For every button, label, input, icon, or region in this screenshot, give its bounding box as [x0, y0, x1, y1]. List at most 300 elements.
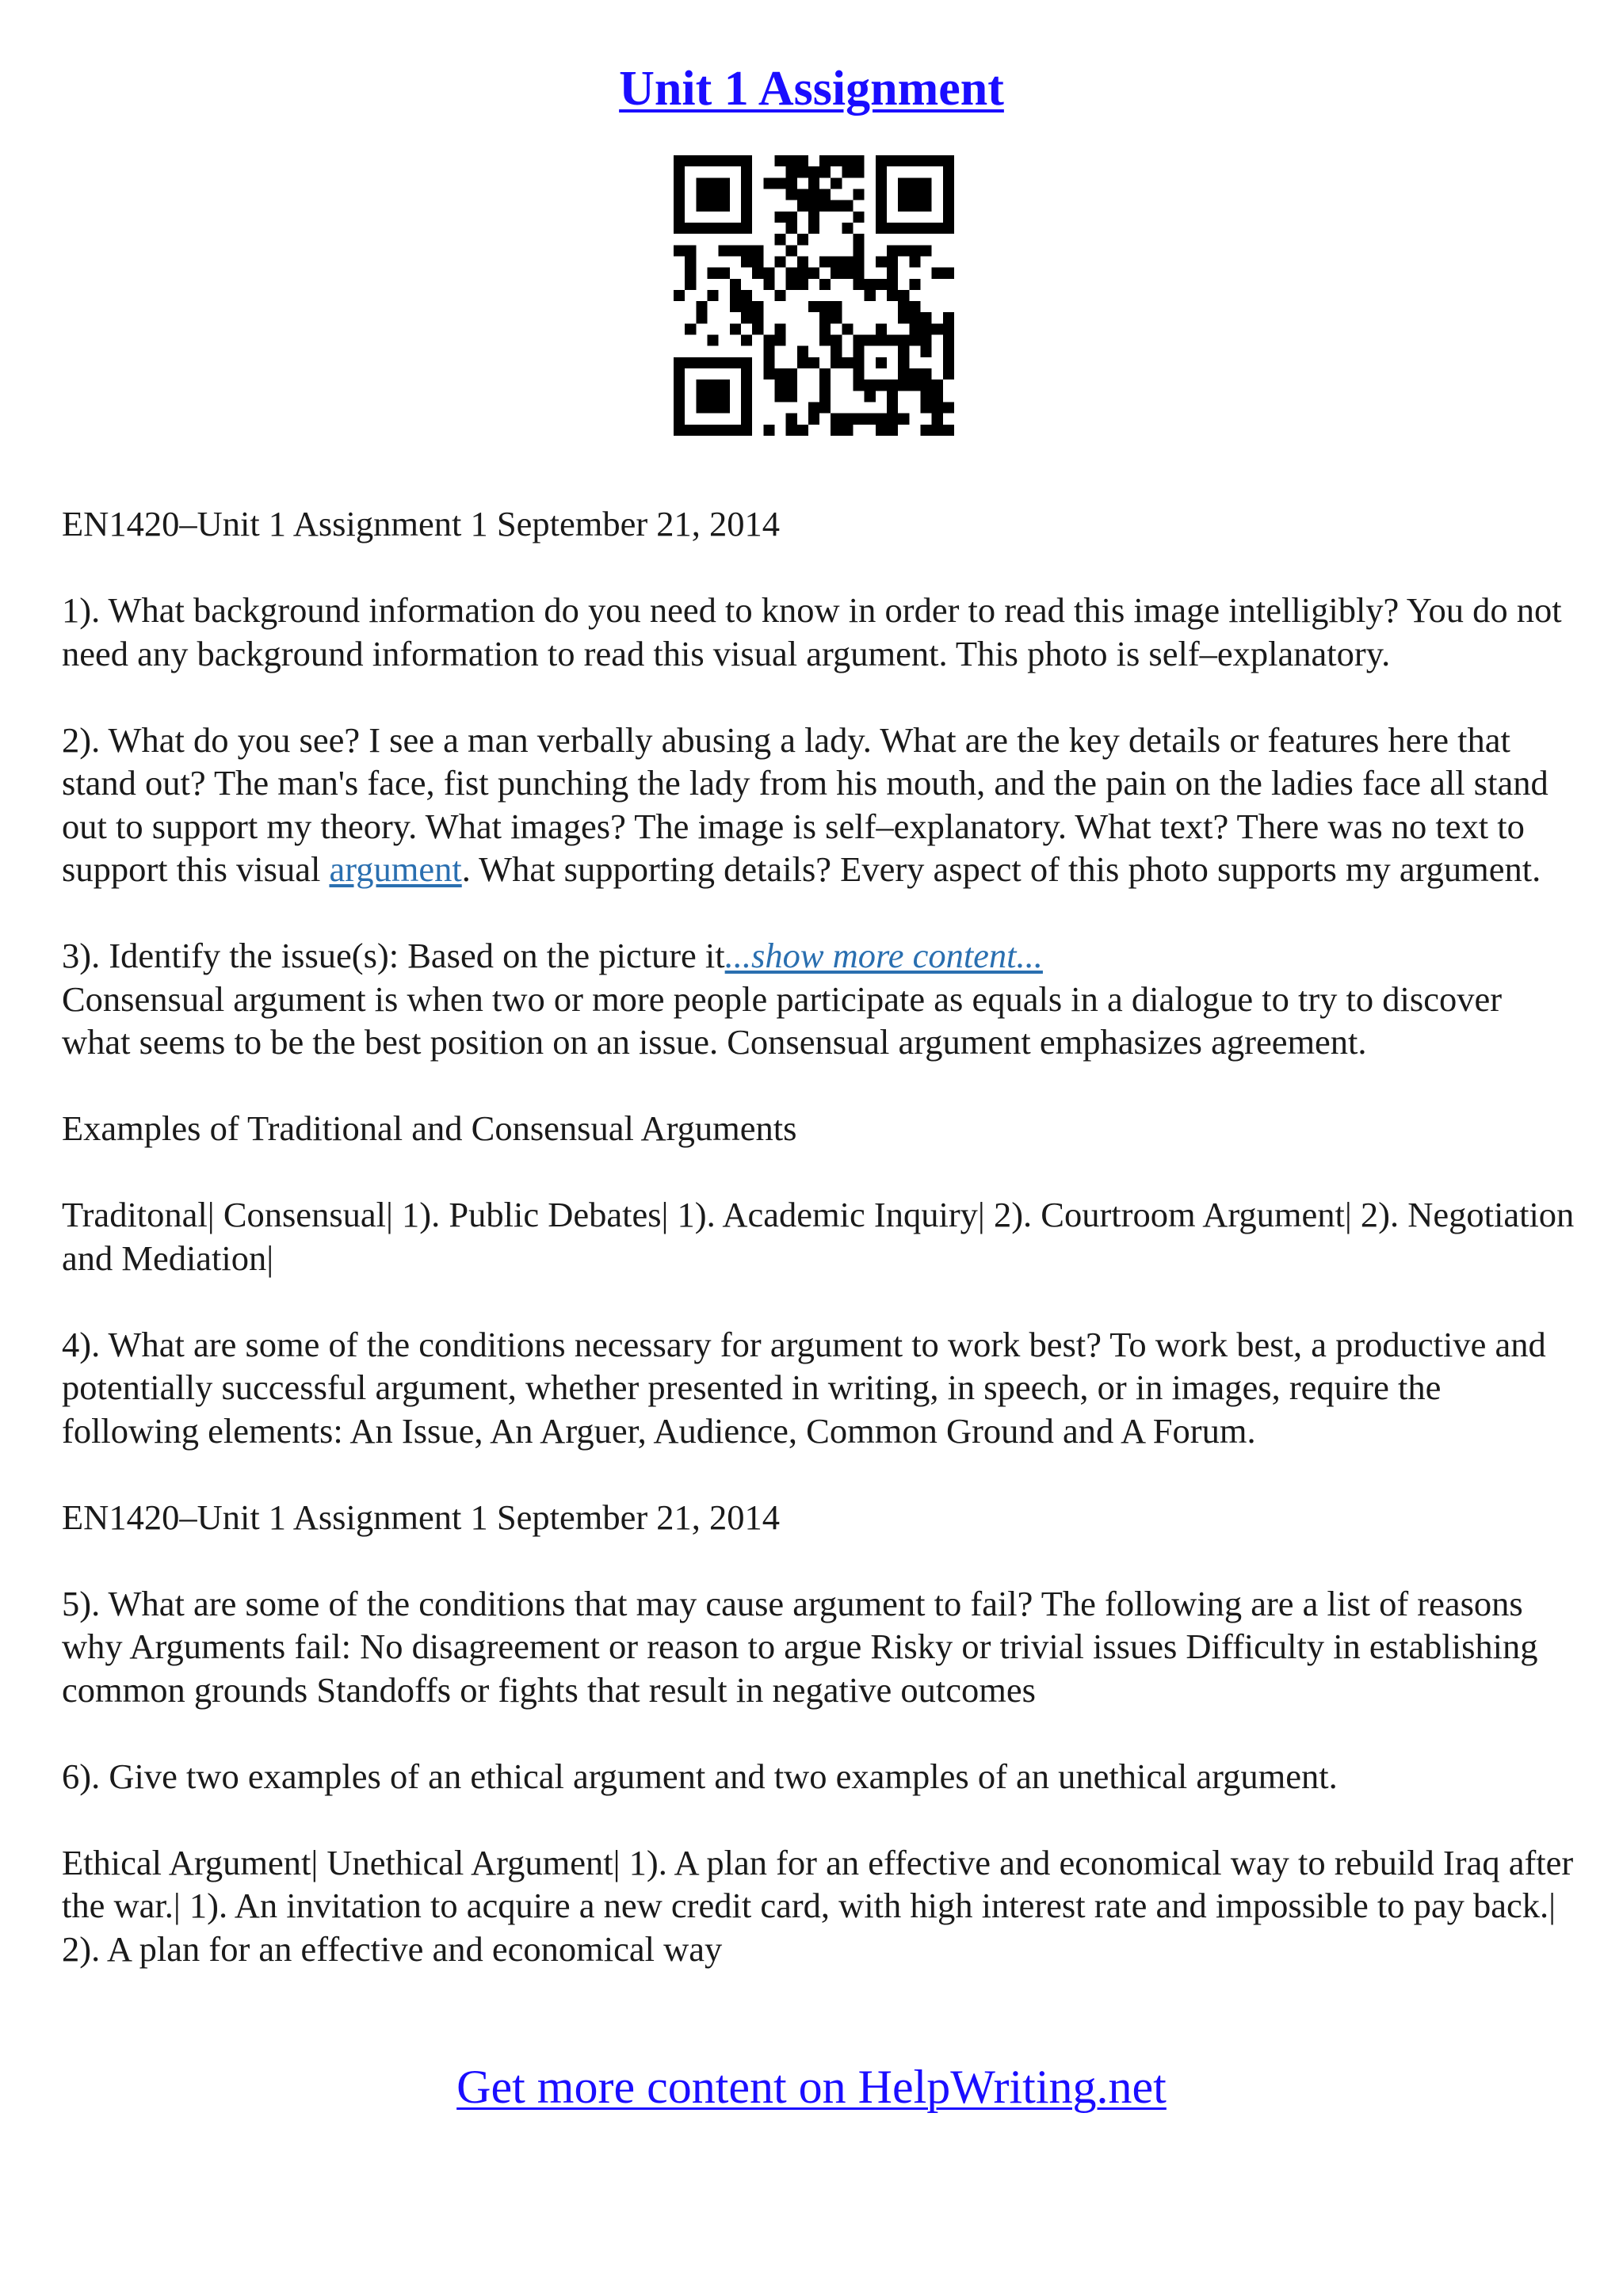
qr-module — [943, 223, 954, 234]
qr-module — [696, 155, 707, 166]
qr-module — [909, 223, 920, 234]
qr-module — [797, 155, 808, 166]
qr-module — [719, 268, 730, 279]
qr-module — [909, 245, 920, 256]
qr-module — [674, 200, 685, 212]
qr-module — [674, 245, 685, 256]
qr-module — [932, 414, 943, 425]
qr-module — [887, 279, 898, 290]
qr-module — [741, 414, 752, 425]
qr-module — [909, 200, 920, 212]
qr-module — [674, 379, 685, 391]
qr-module — [831, 414, 842, 425]
qr-module — [730, 155, 741, 166]
qr-code-icon — [674, 155, 954, 436]
qr-module — [763, 425, 774, 436]
qr-module — [876, 379, 887, 391]
qr-module — [865, 379, 876, 391]
qr-module — [685, 268, 696, 279]
qr-module — [819, 166, 831, 177]
qr-module — [909, 189, 920, 200]
qr-module — [921, 189, 932, 200]
qr-module — [819, 402, 831, 414]
qr-module — [876, 357, 887, 368]
qr-module — [696, 425, 707, 436]
qr-module — [921, 155, 932, 166]
qr-module — [819, 189, 831, 200]
qr-module — [854, 414, 865, 425]
qr-module — [786, 368, 797, 379]
qr-module — [685, 279, 696, 290]
qr-module — [887, 414, 898, 425]
qr-module — [909, 155, 920, 166]
qr-module — [786, 268, 797, 279]
qr-module — [909, 312, 920, 323]
qr-module — [876, 189, 887, 200]
qr-module — [887, 335, 898, 346]
qr-module — [763, 335, 774, 346]
qr-module — [786, 212, 797, 223]
qr-module — [674, 155, 685, 166]
qr-module — [831, 177, 842, 189]
qr-module — [876, 335, 887, 346]
qr-module — [763, 357, 774, 368]
qr-module — [898, 312, 909, 323]
qr-module — [854, 189, 865, 200]
qr-module — [876, 212, 887, 223]
qr-module — [719, 402, 730, 414]
qr-module — [932, 402, 943, 414]
qr-module — [887, 402, 898, 414]
question-5: 5). What are some of the conditions that may cause argument to fail? The following are a list of reasons why Arguments fail: No disagreement or reason to argue Risky or trivial issues Difficulty in establishing common grounds Standoffs or fights that result in negative outcomes — [62, 1583, 1538, 1710]
qr-module — [819, 301, 831, 312]
qr-module — [685, 357, 696, 368]
qr-module — [819, 312, 831, 323]
qr-module — [921, 391, 932, 402]
qr-module — [943, 402, 954, 414]
qr-module — [685, 245, 696, 256]
qr-module — [854, 234, 865, 245]
page-title — [0, 57, 1623, 120]
qr-module — [774, 177, 785, 189]
qr-module — [854, 379, 865, 391]
qr-module — [741, 368, 752, 379]
qr-module — [786, 177, 797, 189]
qr-module — [842, 200, 853, 212]
qr-module — [741, 166, 752, 177]
qr-module — [674, 425, 685, 436]
question-4: 4). What are some of the conditions necessary for argument to work best? To work best, a productive and potentially successful argument, whether presented in writing, in speech, or in images, require the following elements: An Issue, An Arguer, Audience, Common Ground and A Forum. — [62, 1324, 1546, 1451]
qr-code-graphic — [674, 155, 954, 436]
qr-module — [741, 357, 752, 368]
qr-module — [831, 301, 842, 312]
qr-module — [909, 279, 920, 290]
qr-module — [730, 279, 741, 290]
qr-module — [685, 223, 696, 234]
qr-module — [854, 335, 865, 346]
qr-module — [876, 256, 887, 267]
qr-module — [842, 414, 853, 425]
qr-module — [730, 245, 741, 256]
qr-module — [808, 223, 819, 234]
qr-module — [707, 223, 718, 234]
question-2 — [62, 719, 1577, 891]
qr-module — [898, 223, 909, 234]
qr-module — [921, 223, 932, 234]
qr-module — [831, 256, 842, 267]
qr-module — [797, 200, 808, 212]
qr-module — [898, 414, 909, 425]
qr-module — [752, 312, 763, 323]
qr-module — [752, 301, 763, 312]
qr-module — [774, 256, 785, 267]
qr-module — [865, 290, 876, 301]
qr-module — [741, 379, 752, 391]
qr-module — [786, 245, 797, 256]
qr-module — [921, 177, 932, 189]
qr-module — [707, 177, 718, 189]
qr-module — [943, 425, 954, 436]
qr-module — [887, 268, 898, 279]
qr-module — [898, 245, 909, 256]
qr-module — [842, 256, 853, 267]
qr-module — [932, 155, 943, 166]
qr-module — [887, 245, 898, 256]
qr-module — [876, 279, 887, 290]
qr-module — [943, 368, 954, 379]
qr-module — [943, 357, 954, 368]
qr-module — [797, 346, 808, 357]
qr-module — [774, 368, 785, 379]
qr-module — [898, 335, 909, 346]
qr-module — [921, 312, 932, 323]
qr-module — [876, 177, 887, 189]
qr-module — [674, 368, 685, 379]
qr-module — [909, 335, 920, 346]
qr-module — [797, 166, 808, 177]
qr-module — [696, 312, 707, 323]
qr-module — [854, 166, 865, 177]
qr-module — [674, 402, 685, 414]
qr-module — [932, 391, 943, 402]
consensual-definition: Consensual argument is when two or more people participate as equals in a dialogue to try to discover what seems to be the best position on an issue. Consensual argument emphasizes agreement. — [62, 978, 1503, 1062]
question-2-text: 2). What do you see? I see a man verbally abusing a lady. What are the key details or features here that stand out? The man's face, fist punching the lady from his mouth, and the pain on the ladies face all stand out to support my theory. What images? The image is self–explanatory. What text? There was no text to support this visual — [62, 719, 1549, 889]
title-link[interactable]: Unit 1 Assignment — [619, 62, 1004, 116]
qr-module — [932, 268, 943, 279]
qr-module — [898, 200, 909, 212]
qr-module — [819, 391, 831, 402]
qr-module — [921, 379, 932, 391]
qr-module — [943, 346, 954, 357]
qr-module — [943, 177, 954, 189]
qr-module — [808, 212, 819, 223]
qr-module — [741, 391, 752, 402]
qr-module — [842, 155, 853, 166]
qr-module — [819, 368, 831, 379]
qr-module — [819, 256, 831, 267]
qr-module — [763, 177, 774, 189]
qr-module — [887, 391, 898, 402]
qr-module — [696, 189, 707, 200]
qr-module — [774, 155, 785, 166]
qr-module — [921, 402, 932, 414]
qr-module — [909, 368, 920, 379]
qr-module — [831, 268, 842, 279]
qr-module — [741, 256, 752, 267]
qr-module — [932, 323, 943, 334]
qr-module — [831, 155, 842, 166]
qr-module — [808, 200, 819, 212]
qr-module — [752, 245, 763, 256]
qr-module — [741, 177, 752, 189]
qr-module — [797, 425, 808, 436]
qr-module — [696, 200, 707, 212]
qr-module — [808, 189, 819, 200]
qr-module — [696, 402, 707, 414]
qr-module — [898, 177, 909, 189]
qr-module — [898, 290, 909, 301]
qr-module — [685, 323, 696, 334]
question-3 — [62, 934, 1577, 978]
examples-heading: Examples of Traditional and Consensual Arguments — [62, 1108, 797, 1148]
qr-module — [909, 256, 920, 267]
qr-module — [719, 357, 730, 368]
qr-module — [719, 223, 730, 234]
qr-module — [909, 379, 920, 391]
qr-module — [921, 368, 932, 379]
qr-module — [819, 379, 831, 391]
qr-module — [741, 335, 752, 346]
footer — [0, 2057, 1623, 2117]
qr-module — [786, 391, 797, 402]
qr-module — [674, 391, 685, 402]
qr-module — [854, 357, 865, 368]
question-3-text: 3). Identify the issue(s): Based on the picture it — [62, 936, 725, 975]
qr-module — [797, 357, 808, 368]
qr-module — [831, 335, 842, 346]
qr-module — [719, 391, 730, 402]
qr-module — [898, 368, 909, 379]
qr-module — [797, 189, 808, 200]
qr-module — [932, 379, 943, 391]
qr-module — [876, 166, 887, 177]
qr-module — [819, 335, 831, 346]
helpwriting-link[interactable]: Get more content on HelpWriting.net — [456, 2061, 1167, 2113]
qr-module — [943, 335, 954, 346]
qr-module — [774, 323, 785, 334]
qr-module — [797, 279, 808, 290]
qr-module — [943, 268, 954, 279]
qr-module — [674, 166, 685, 177]
qr-module — [842, 357, 853, 368]
qr-module — [763, 279, 774, 290]
qr-module — [685, 155, 696, 166]
qr-module — [707, 425, 718, 436]
qr-module — [696, 177, 707, 189]
qr-module — [898, 155, 909, 166]
qr-module — [865, 335, 876, 346]
qr-module — [887, 290, 898, 301]
qr-module — [741, 402, 752, 414]
qr-module — [898, 301, 909, 312]
qr-module — [887, 256, 898, 267]
qr-module — [831, 346, 842, 357]
qr-module — [876, 323, 887, 334]
qr-module — [730, 290, 741, 301]
qr-module — [774, 379, 785, 391]
qr-module — [707, 335, 718, 346]
qr-module — [774, 234, 785, 245]
qr-module — [696, 301, 707, 312]
qr-module — [943, 166, 954, 177]
qr-module — [808, 166, 819, 177]
qr-module — [808, 268, 819, 279]
qr-module — [685, 256, 696, 267]
qr-module — [707, 189, 718, 200]
qr-module — [719, 425, 730, 436]
qr-module — [674, 357, 685, 368]
show-more-link[interactable]: ...show more content... — [724, 936, 1043, 975]
qr-module — [786, 425, 797, 436]
qr-module — [741, 312, 752, 323]
qr-module — [819, 155, 831, 166]
qr-module — [696, 357, 707, 368]
argument-link[interactable]: argument — [329, 849, 462, 889]
qr-module — [719, 379, 730, 391]
qr-module — [854, 268, 865, 279]
qr-module — [786, 279, 797, 290]
qr-module — [741, 189, 752, 200]
qr-module — [719, 200, 730, 212]
qr-module — [752, 323, 763, 334]
qr-module — [786, 166, 797, 177]
qr-module — [719, 245, 730, 256]
qr-module — [831, 200, 842, 212]
qr-module — [819, 200, 831, 212]
qr-module — [786, 189, 797, 200]
qr-module — [876, 414, 887, 425]
qr-module — [876, 425, 887, 436]
qr-module — [831, 312, 842, 323]
qr-module — [741, 200, 752, 212]
qr-module — [831, 357, 842, 368]
qr-module — [808, 414, 819, 425]
qr-module — [887, 223, 898, 234]
qr-module — [707, 379, 718, 391]
qr-module — [719, 155, 730, 166]
qr-module — [763, 368, 774, 379]
qr-module — [707, 268, 718, 279]
qr-module — [730, 425, 741, 436]
qr-module — [876, 155, 887, 166]
qr-module — [774, 335, 785, 346]
qr-module — [854, 256, 865, 267]
qr-module — [909, 323, 920, 334]
qr-module — [674, 414, 685, 425]
course-heading: EN1420–Unit 1 Assignment 1 September 21, 2014 — [62, 504, 781, 543]
qr-module — [674, 177, 685, 189]
ethical-examples-text: Ethical Argument| Unethical Argument| 1). A plan for an effective and economical way to rebuild Iraq after the war.| 1). An invitation to acquire a new credit card, with high interest rate and impossible to pay back.| 2). A plan for an effective and economical way — [62, 1842, 1574, 1969]
qr-module — [719, 177, 730, 189]
qr-module — [865, 391, 876, 402]
qr-module — [707, 200, 718, 212]
qr-module — [932, 223, 943, 234]
qr-module — [741, 290, 752, 301]
qr-module — [909, 177, 920, 189]
question-2-text-end: . What supporting details? Every aspect of this photo supports my argument. — [461, 849, 1541, 889]
qr-module — [921, 346, 932, 357]
qr-module — [696, 391, 707, 402]
qr-module — [774, 212, 785, 223]
qr-module — [819, 323, 831, 334]
qr-module — [707, 357, 718, 368]
qr-module — [865, 279, 876, 290]
qr-module — [854, 245, 865, 256]
qr-module — [786, 414, 797, 425]
qr-module — [898, 189, 909, 200]
qr-module — [842, 166, 853, 177]
course-heading-repeat: EN1420–Unit 1 Assignment 1 September 21, 2014 — [62, 1497, 781, 1537]
qr-module — [674, 223, 685, 234]
qr-module — [696, 223, 707, 234]
qr-module — [898, 357, 909, 368]
qr-module — [876, 200, 887, 212]
qr-module — [943, 312, 954, 323]
qr-module — [730, 323, 741, 334]
qr-module — [921, 335, 932, 346]
qr-module — [741, 245, 752, 256]
qr-module — [887, 155, 898, 166]
qr-module — [774, 290, 785, 301]
qr-module — [707, 402, 718, 414]
qr-module — [763, 268, 774, 279]
qr-module — [707, 290, 718, 301]
qr-module — [707, 155, 718, 166]
qr-module — [797, 256, 808, 267]
qr-module — [854, 346, 865, 357]
qr-module — [854, 155, 865, 166]
qr-module — [808, 357, 819, 368]
qr-module — [854, 279, 865, 290]
qr-module — [774, 391, 785, 402]
qr-module — [741, 212, 752, 223]
qr-module — [707, 391, 718, 402]
qr-module — [741, 155, 752, 166]
qr-module — [685, 425, 696, 436]
qr-module — [898, 379, 909, 391]
qr-module — [808, 177, 819, 189]
qr-module — [854, 212, 865, 223]
qr-module — [696, 379, 707, 391]
qr-module — [741, 425, 752, 436]
qr-module — [842, 323, 853, 334]
qr-module — [741, 223, 752, 234]
examples-table-text: Traditonal| Consensual| 1). Public Debates| 1). Academic Inquiry| 2). Courtroom Argument| 2). Negotiation and Mediation| — [62, 1195, 1575, 1278]
qr-module — [831, 425, 842, 436]
qr-module — [932, 425, 943, 436]
qr-module — [674, 189, 685, 200]
qr-module — [842, 425, 853, 436]
question-6: 6). Give two examples of an ethical argument and two examples of an unethical argument. — [62, 1756, 1338, 1796]
qr-module — [730, 301, 741, 312]
qr-module — [842, 223, 853, 234]
qr-module — [797, 268, 808, 279]
qr-module — [943, 155, 954, 166]
qr-module — [752, 256, 763, 267]
qr-module — [786, 223, 797, 234]
qr-module — [943, 200, 954, 212]
question-1: 1). What background information do you need to know in order to read this image intelligibly? You do not need any background information to read this visual argument. This photo is self–explanatory. — [62, 590, 1562, 673]
